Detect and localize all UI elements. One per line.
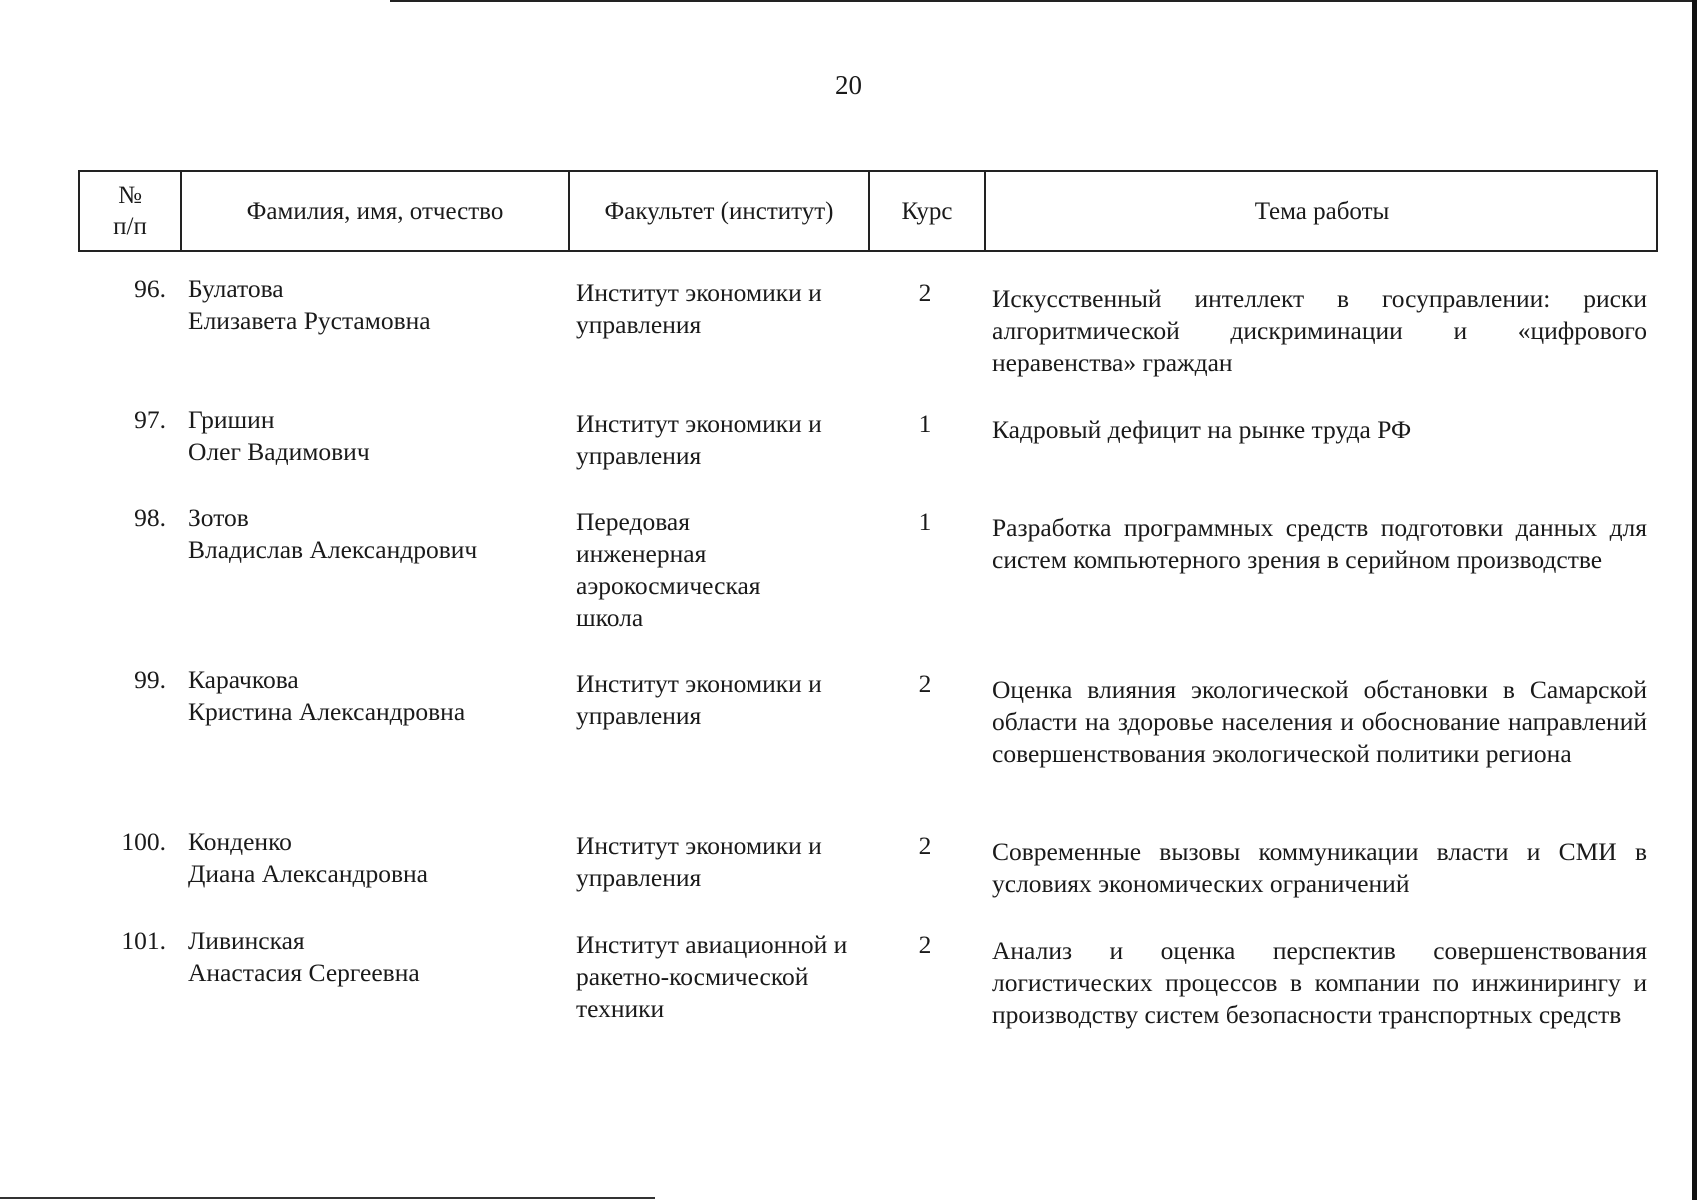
student-name bbox=[188, 664, 568, 728]
faculty: Институт экономики и управления bbox=[576, 669, 822, 730]
course: 2 bbox=[918, 930, 932, 959]
row-number: 98. bbox=[134, 503, 166, 532]
faculty: Институт экономики и управления bbox=[576, 278, 822, 339]
student-name bbox=[188, 404, 568, 468]
student-given-names: Владислав Александрович bbox=[188, 535, 478, 564]
faculty: Институт экономики и управления bbox=[576, 831, 822, 892]
student-name bbox=[188, 502, 568, 566]
student-given-names: Елизавета Рустамовна bbox=[188, 306, 431, 335]
row-number: 99. bbox=[134, 665, 166, 694]
work-topic: Современные вызовы коммуникации власти и СМИ в условиях экономических ограничений bbox=[992, 837, 1647, 898]
row-number: 96. bbox=[134, 274, 166, 303]
scan-border-top bbox=[390, 0, 1697, 2]
row-number: 100. bbox=[121, 827, 166, 856]
student-surname: Зотов bbox=[188, 503, 249, 532]
course: 1 bbox=[918, 507, 932, 536]
scan-edge-right bbox=[1692, 0, 1697, 1200]
header-course: Курс bbox=[868, 172, 984, 250]
course: 1 bbox=[918, 409, 932, 438]
header-faculty: Факультет (институт) bbox=[568, 172, 868, 250]
student-given-names: Кристина Александровна bbox=[188, 697, 466, 726]
course: 2 bbox=[918, 831, 932, 860]
student-given-names: Анастасия Сергеевна bbox=[188, 958, 420, 987]
work-topic: Оценка влияния экологической обстановки в Самарской области на здоровье населения и обоснование направлений совершенствования экологической политики региона bbox=[992, 675, 1647, 768]
work-topic: Разработка программных средств подготовки данных для систем компьютерного зрения в серийном производстве bbox=[992, 513, 1647, 574]
student-name bbox=[188, 826, 568, 890]
row-number: 101. bbox=[121, 926, 166, 955]
work-topic: Искусственный интеллект в госуправлении: риски алгоритмической дискриминации и «цифрового неравенства» граждан bbox=[992, 284, 1647, 377]
header-num: № п/п bbox=[113, 182, 147, 240]
faculty: Институт авиационной и ракетно-космической техники bbox=[576, 930, 848, 1023]
course: 2 bbox=[918, 278, 932, 307]
student-surname: Гришин bbox=[188, 405, 275, 434]
faculty: Институт экономики и управления bbox=[576, 409, 822, 470]
row-number: 97. bbox=[134, 405, 166, 434]
student-surname: Булатова bbox=[188, 274, 284, 303]
course: 2 bbox=[918, 669, 932, 698]
header-name: Фамилия, имя, отчество bbox=[180, 172, 568, 250]
student-surname: Ливинская bbox=[188, 926, 305, 955]
student-given-names: Олег Вадимович bbox=[188, 437, 370, 466]
student-name bbox=[188, 925, 568, 989]
work-topic: Кадровый дефицит на рынке труда РФ bbox=[992, 415, 1412, 444]
student-surname: Конденко bbox=[188, 827, 292, 856]
work-topic: Анализ и оценка перспектив совершенствования логистических процессов в компании по инжинирингу и производству систем безопасности транспортных средств bbox=[992, 936, 1647, 1029]
table-header bbox=[78, 170, 1658, 252]
page-number: 20 bbox=[835, 70, 862, 100]
faculty: Передовая инженерная аэрокосмическая школа bbox=[576, 507, 761, 632]
student-given-names: Диана Александровна bbox=[188, 859, 428, 888]
scan-border-bottom bbox=[0, 1197, 655, 1199]
header-topic: Тема работы bbox=[984, 172, 1658, 250]
student-name bbox=[188, 273, 568, 337]
student-surname: Карачкова bbox=[188, 665, 299, 694]
